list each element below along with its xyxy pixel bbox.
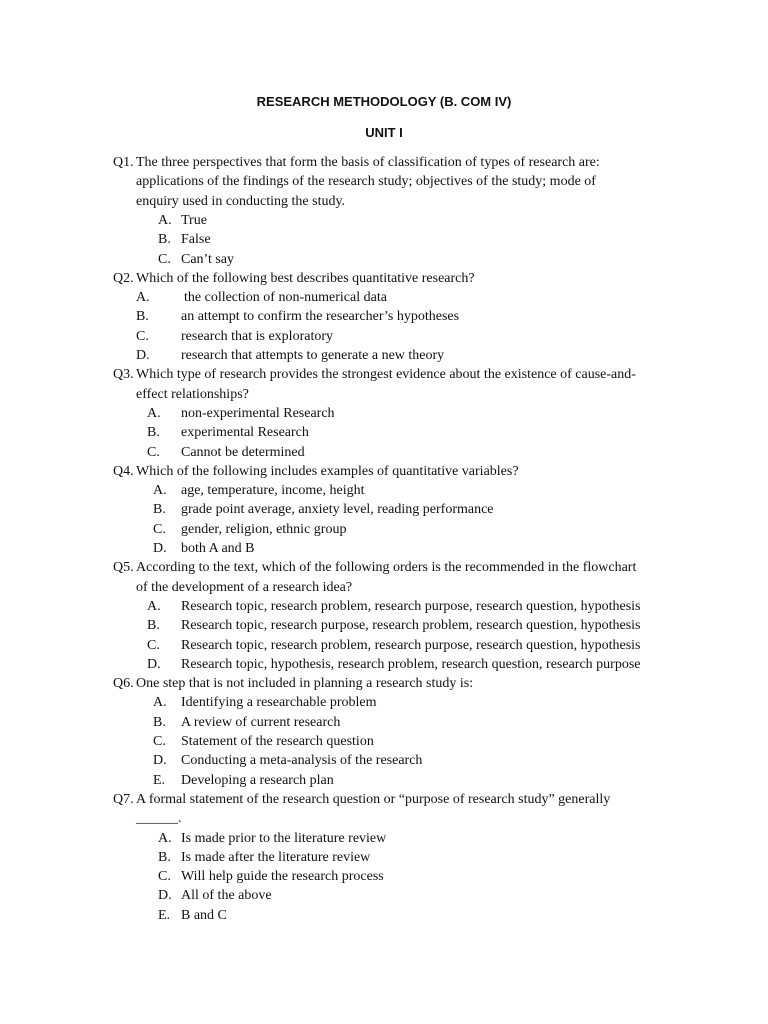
option-letter: B. <box>153 714 166 730</box>
option-text: research that attempts to generate a new theory <box>181 348 445 363</box>
option-letter: D. <box>158 888 172 904</box>
option-letter: A. <box>153 695 167 711</box>
option-text: Statement of the research question <box>181 734 374 749</box>
option-text: All of the above <box>181 888 272 904</box>
option-text: research that is exploratory <box>181 328 333 344</box>
option-letter: B. <box>158 232 171 248</box>
option-text: B and C <box>181 907 227 923</box>
option-text: Conducting a meta-analysis of the research <box>181 753 423 769</box>
question-text-line: of the development of a research idea? <box>136 579 353 595</box>
option-letter: D. <box>153 541 167 556</box>
question-text-line: A formal statement of the research question or “purpose of research study” generally <box>136 791 611 807</box>
question-text-line: According to the text, which of the following orders is the recommended in the flowchart <box>136 560 637 576</box>
option-text: Research topic, research problem, research purpose, research question, hypothesis <box>181 598 641 614</box>
option-text: Cannot be determined <box>181 444 305 460</box>
option-text: an attempt to confirm the researcher’s hypotheses <box>181 309 460 325</box>
document-title: RESEARCH METHODOLOGY (B. COM IV) <box>256 94 512 109</box>
question-number: Q4. <box>113 463 134 479</box>
question-text-line: ______. <box>136 811 182 827</box>
option-letter: E. <box>158 907 171 923</box>
option-letter: D. <box>136 348 150 363</box>
option-text: False <box>181 232 211 248</box>
question-text-line: One step that is not included in planning a research study is: <box>136 676 474 692</box>
option-text: True <box>181 212 207 228</box>
question-text-line: effect relationships? <box>136 386 249 402</box>
question-number: Q6. <box>113 676 134 692</box>
option-letter: C. <box>153 734 166 749</box>
option-letter: B. <box>136 309 149 325</box>
option-letter: C. <box>158 251 171 267</box>
option-letter: A. <box>153 483 167 499</box>
option-text: Research topic, research purpose, research problem, research question, hypothesis <box>181 618 641 634</box>
question-text-line: The three perspectives that form the basis of classification of types of research are: <box>136 155 600 170</box>
question-text-line: Which of the following includes examples of quantitative variables? <box>136 463 519 479</box>
option-letter: C. <box>147 637 160 653</box>
question-number: Q1. <box>113 155 134 170</box>
unit-heading: UNIT I <box>365 125 403 140</box>
option-text: experimental Research <box>181 425 309 441</box>
option-text: Research topic, research problem, research purpose, research question, hypothesis <box>181 637 641 653</box>
question-number: Q2. <box>113 270 134 286</box>
option-text: Developing a research plan <box>181 772 334 788</box>
option-letter: C. <box>158 869 171 885</box>
option-letter: A. <box>158 212 172 228</box>
option-letter: A. <box>147 598 161 614</box>
option-text: age, temperature, income, height <box>181 483 365 499</box>
option-letter: C. <box>153 521 166 537</box>
option-letter: B. <box>158 849 171 865</box>
option-text: Will help guide the research process <box>181 869 384 885</box>
option-letter: A. <box>147 405 161 421</box>
option-letter: A. <box>136 290 150 306</box>
option-text: Can’t say <box>181 251 235 267</box>
option-letter: D. <box>153 753 167 769</box>
option-text: both A and B <box>181 541 255 556</box>
question-text-line: enquiry used in conducting the study. <box>136 193 346 209</box>
option-text: non-experimental Research <box>181 405 335 421</box>
option-letter: B. <box>147 618 160 634</box>
option-text: Research topic, hypothesis, research problem, research question, research purpose <box>181 656 641 672</box>
option-letter: B. <box>147 425 160 441</box>
option-text: grade point average, anxiety level, reading performance <box>181 502 494 518</box>
question-text-line: Which of the following best describes quantitative research? <box>136 270 475 286</box>
option-text: gender, religion, ethnic group <box>181 521 347 537</box>
option-text: A review of current research <box>181 714 341 730</box>
option-text: Is made after the literature review <box>181 849 371 865</box>
question-text-line: applications of the findings of the research study; objectives of the study; mode of <box>136 174 596 190</box>
option-letter: D. <box>147 656 161 672</box>
option-letter: A. <box>158 830 172 846</box>
option-text: Is made prior to the literature review <box>181 830 387 846</box>
option-text: the collection of non-numerical data <box>184 290 387 306</box>
question-number: Q3. <box>113 367 134 383</box>
question-number: Q5. <box>113 560 134 576</box>
question-number: Q7. <box>113 791 134 807</box>
option-letter: C. <box>136 328 149 344</box>
option-letter: B. <box>153 502 166 518</box>
option-text: Identifying a researchable problem <box>181 695 377 711</box>
question-text-line: Which type of research provides the strongest evidence about the existence of cause-and- <box>136 367 636 383</box>
option-letter: E. <box>153 772 166 788</box>
option-letter: C. <box>147 444 160 460</box>
